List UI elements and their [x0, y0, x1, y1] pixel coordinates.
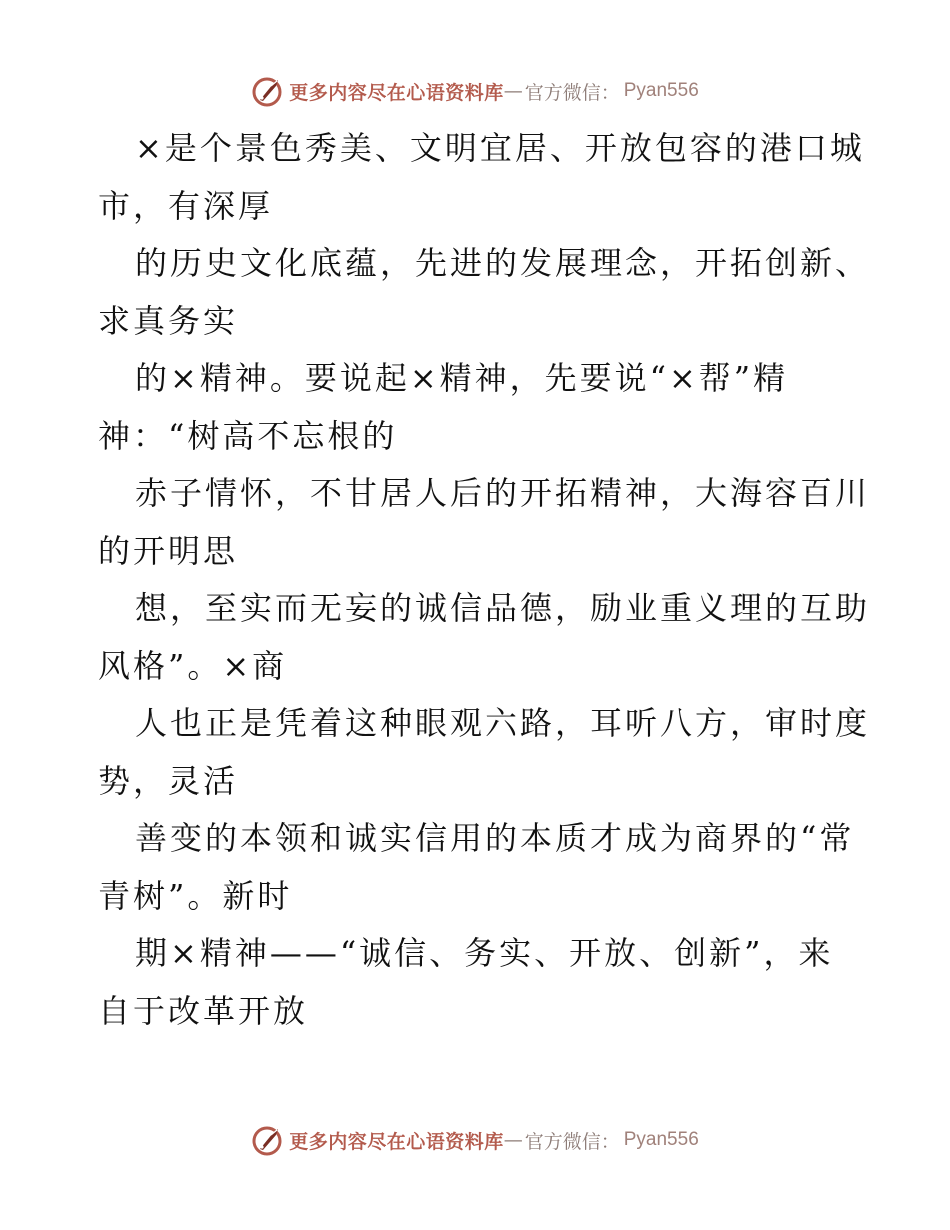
watermark-account-label: 官方微信： [524, 1130, 620, 1153]
text-line: 势，灵活 [98, 761, 239, 800]
text-line: 市，有深厚 [98, 186, 274, 225]
text-line: 自于改革开放 [98, 991, 309, 1030]
text-line: 神：“树高不忘根的 [98, 416, 398, 455]
pen-logo-icon [251, 74, 285, 108]
header-watermark [0, 71, 950, 111]
watermark-account-id: Pyan556 [623, 80, 699, 101]
text-line: 期×精神——“诚信、务实、开放、创新”，来 [135, 934, 834, 972]
text-line: 风格”。×商 [98, 646, 288, 685]
text-line: 的历史文化底蕴，先进的发展理念，开拓创新、 [135, 244, 871, 282]
watermark-account-label: 官方微信： [524, 81, 620, 104]
watermark-site-text: 更多内容尽在心语资料库 [289, 1130, 504, 1153]
text-line: 善变的本领和诚实信用的本质才成为商界的“常 [135, 819, 855, 857]
text-line: 想，至实而无妄的诚信品德，励业重义理的互助 [135, 589, 871, 627]
text-line: 求真务实 [98, 301, 239, 340]
watermark-separator: — [503, 1129, 523, 1151]
watermark-separator: — [503, 80, 523, 102]
text-line: 的开明思 [98, 531, 239, 570]
pen-logo-icon [251, 1123, 285, 1157]
watermark-site-text: 更多内容尽在心语资料库 [289, 81, 504, 104]
document-body [98, 120, 871, 1040]
text-line: 人也正是凭着这种眼观六路，耳听八方，审时度 [135, 704, 871, 742]
text-line: ×是个景色秀美、文明宜居、开放包容的港口城 [135, 129, 865, 167]
text-line: 的×精神。要说起×精神，先要说“×帮”精 [135, 359, 789, 397]
footer-watermark [0, 1120, 950, 1160]
watermark-account-id: Pyan556 [623, 1129, 699, 1150]
text-line: 青树”。新时 [98, 876, 293, 915]
text-line: 赤子情怀，不甘居人后的开拓精神，大海容百川 [135, 474, 871, 512]
